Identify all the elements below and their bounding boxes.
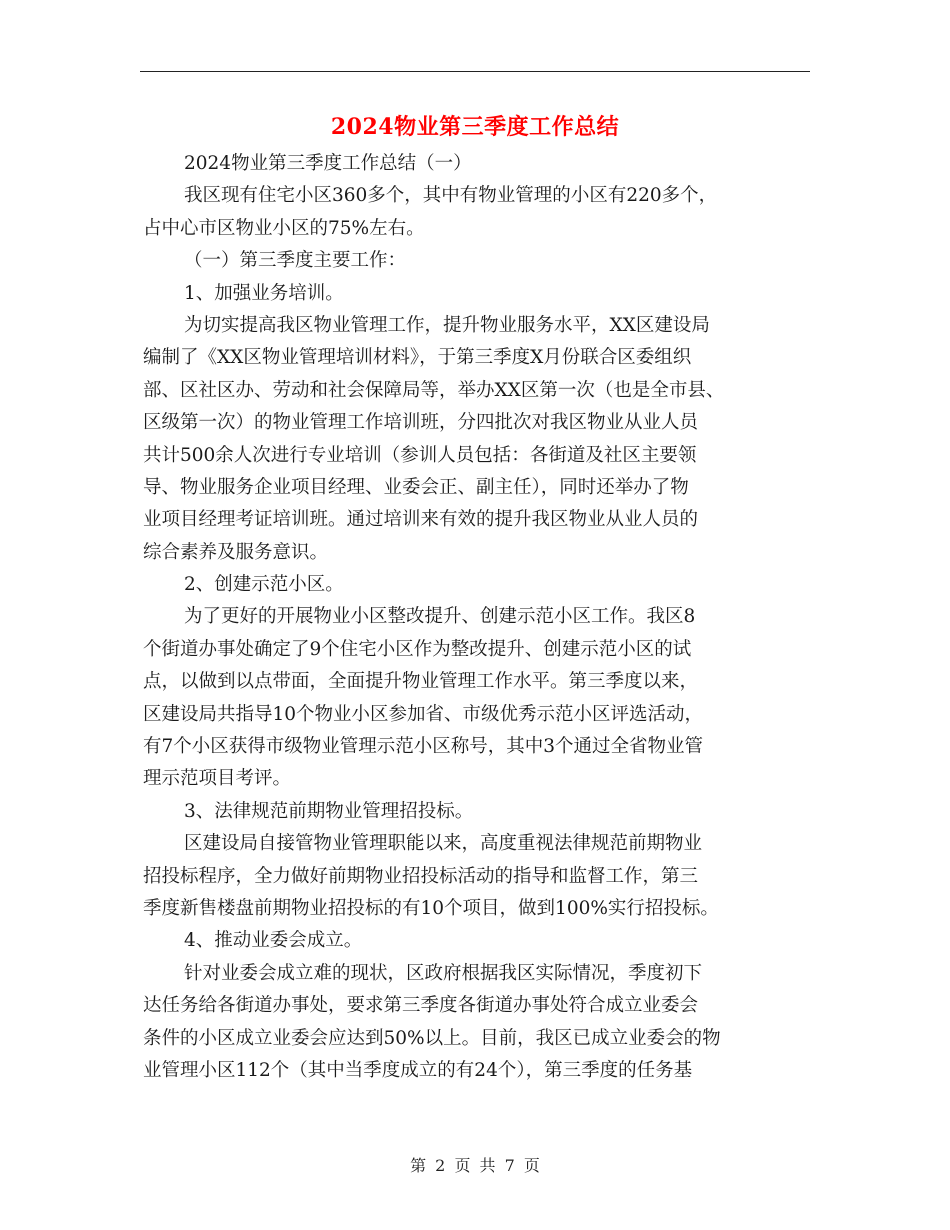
- text-line: 为了更好的开展物业小区整改提升、创建示范小区工作。我区8: [184, 606, 696, 628]
- text-line: 综合素养及服务意识。: [143, 541, 329, 563]
- text-line: 区建设局共指导10个物业小区参加省、市级优秀示范小区评选活动，: [143, 703, 704, 725]
- text-line: 我区现有住宅小区360多个，其中有物业管理的小区有220多个，: [184, 185, 718, 207]
- document-title: 2024物业第三季度工作总结: [330, 114, 620, 140]
- text-line: 招投标程序，全力做好前期物业招投标活动的指导和监督工作，第三: [143, 865, 699, 887]
- text-line: 1、加强业务培训。: [184, 282, 344, 304]
- text-line: 区级第一次）的物业管理工作培训班，分四批次对我区物业从业人员: [143, 412, 699, 434]
- text-line: 针对业委会成立难的现状，区政府根据我区实际情况，季度初下: [184, 962, 703, 984]
- document-body: [143, 148, 815, 1087]
- text-line: 点，以做到以点带面，全面提升物业管理工作水平。第三季度以来，: [143, 671, 699, 693]
- text-line: 2024物业第三季度工作总结（一）: [184, 153, 472, 174]
- text-line: 4、推动业委会成立。: [184, 930, 363, 952]
- text-line: 理示范项目考评。: [143, 768, 292, 790]
- text-line: 条件的小区成立业委会应达到50%以上。目前，我区已成立业委会的物: [143, 1027, 721, 1049]
- text-line: 有7个小区获得市级物业管理示范小区称号，其中3个通过全省物业管: [143, 736, 704, 758]
- text-line: 编制了《XX区物业管理培训材料》，于第三季度X月份联合区委组织: [143, 347, 692, 369]
- text-line: 为切实提高我区物业管理工作，提升物业服务水平，XX区建设局: [184, 314, 710, 336]
- page-number: 第 2 页 共 7 页: [410, 1156, 540, 1175]
- text-line: 业管理小区112个（其中当季度成立的有24个），第三季度的任务基: [143, 1059, 693, 1081]
- text-line: 3、法律规范前期物业管理招投标。: [184, 800, 474, 822]
- text-line: 共计500余人次进行专业培训（参训人员包括：各街道及社区主要领: [143, 444, 697, 466]
- header-rule: [140, 71, 810, 72]
- text-line: 季度新售楼盘前期物业招投标的有10个项目，做到100%实行招投标。: [143, 897, 719, 919]
- text-line: 业项目经理考证培训班。通过培训来有效的提升我区物业从业人员的: [143, 509, 699, 531]
- text-line: 占中心市区物业小区的75%左右。: [143, 217, 425, 239]
- text-line: 2、创建示范小区。: [184, 574, 344, 596]
- text-line: 达任务给各街道办事处，要求第三季度各街道办事处符合成立业委会: [143, 995, 699, 1017]
- text-line: 部、区社区办、劳动和社会保障局等，举办XX区第一次（也是全市县、: [143, 379, 725, 401]
- text-line: 个街道办事处确定了9个住宅小区作为整改提升、创建示范小区的试: [143, 638, 692, 660]
- text-line: （一）第三季度主要工作：: [184, 250, 407, 272]
- text-line: 区建设局自接管物业管理职能以来，高度重视法律规范前期物业: [184, 833, 703, 855]
- text-line: 导、物业服务企业项目经理、业委会正、副主任），同时还举办了物: [143, 476, 689, 498]
